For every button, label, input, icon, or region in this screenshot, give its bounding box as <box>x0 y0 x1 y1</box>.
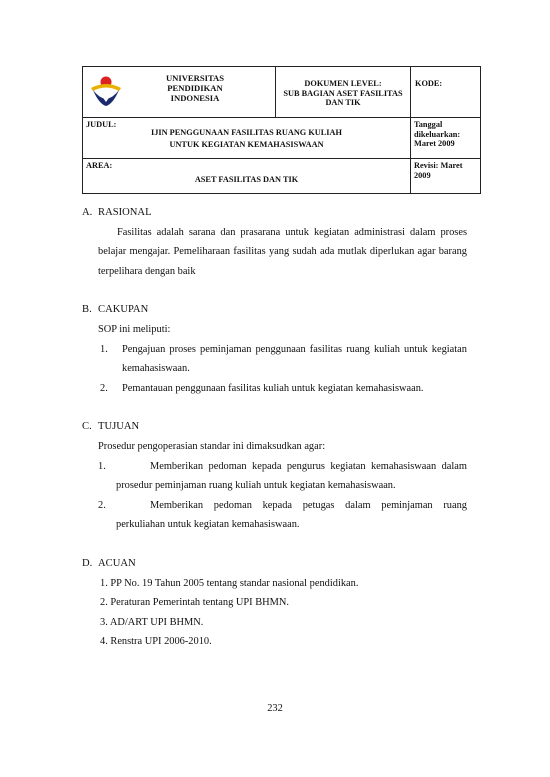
rasional-text: Fasilitas adalah sarana dan prasarana untuk kegiatan administrasi dalam proses belajar mengajar. Pemeliharaan fasilitas yang sudah ada mutlak diperlukan agar barang terpelihara dengan baik <box>98 226 467 277</box>
list-item: 2. Pemantauan penggunaan fasilitas kuliah untuk kegiatan kemahasiswaan. <box>100 382 424 394</box>
section-heading-acuan: D. ACUAN <box>82 557 136 569</box>
list-item: 1. Memberikan pedoman kepada pengurus kegiatan kemahasiswaan dalam prosedur peminjaman ruang kuliah untuk kegiatan kemahasiswaan. <box>98 460 467 492</box>
university-name: UNIVERSITAS PENDIDIKAN INDONESIA <box>165 73 225 103</box>
revisi-cell: Revisi: Maret 2009 <box>411 159 481 194</box>
section-heading-tujuan: C. TUJUAN <box>82 421 140 433</box>
list-item: 3. AD/ART UPI BHMN. <box>100 616 204 628</box>
cakupan-list <box>82 340 467 399</box>
section-heading-cakupan: B. CAKUPAN <box>82 304 149 316</box>
tujuan-list <box>82 457 467 535</box>
list-item: 2. Memberikan pedoman kepada petugas dalam peminjaman ruang perkuliahan untuk kegiatan kemahasiswaan. <box>98 499 467 531</box>
judul-cell: JUDUL: IJIN PENGGUNAAN FASILITAS RUANG KULIAH UNTUK KEGIATAN KEMAHASISWAAN <box>83 118 411 159</box>
list-item: 2. Peraturan Pemerintah tentang UPI BHMN. <box>100 597 290 609</box>
list-item: 1. Pengajuan proses peminjaman penggunaan fasilitas ruang kuliah untuk kegiatan kemahasiswaan. <box>100 343 467 375</box>
page-number: 232 <box>267 703 283 714</box>
list-item: 1. PP No. 19 Tahun 2005 tentang standar nasional pendidikan. <box>100 577 359 589</box>
tanggal-cell: Tanggal dikeluarkan: Maret 2009 <box>411 118 481 159</box>
document-body <box>82 203 467 652</box>
doc-level-cell: DOKUMEN LEVEL: SUB BAGIAN ASET FASILITAS DAN TIK <box>276 67 411 118</box>
upi-logo-icon <box>89 74 123 108</box>
acuan-list <box>82 574 467 652</box>
kode-cell: KODE: <box>411 67 481 118</box>
document-header-table <box>82 66 481 194</box>
section-heading-rasional: A. RASIONAL <box>82 207 152 218</box>
area-cell: AREA: ASET FASILITAS DAN TIK <box>83 159 411 194</box>
tujuan-intro: Prosedur pengoperasian standar ini dimaksudkan agar: <box>98 440 326 452</box>
list-item: 4. Renstra UPI 2006-2010. <box>100 636 212 648</box>
logo-cell <box>83 67 276 118</box>
cakupan-intro: SOP ini meliputi: <box>98 323 171 335</box>
